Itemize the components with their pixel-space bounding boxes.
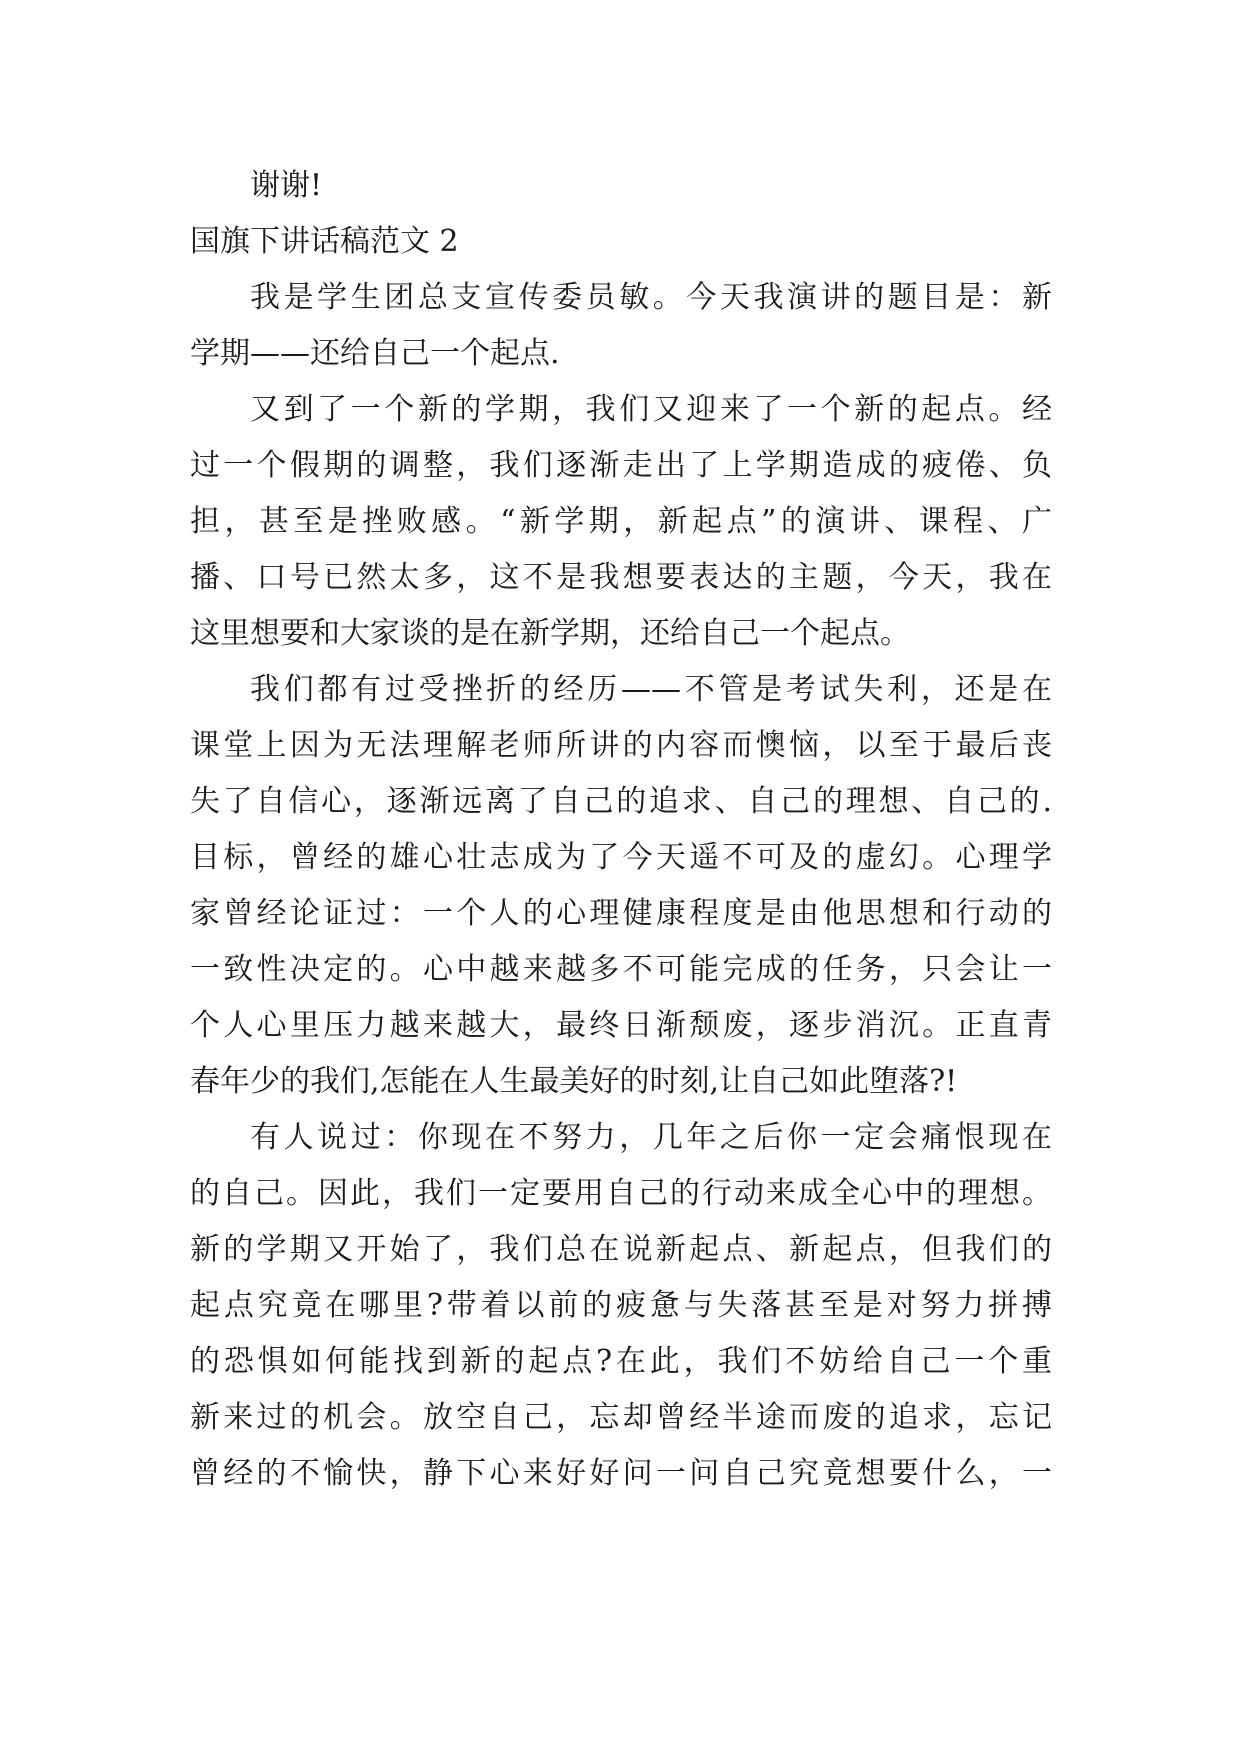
paragraph-line: 新的学期又开始了，我们总在说新起点、新起点，但我们的 (190, 1232, 1052, 1267)
paragraph-line: 一致性决定的。心中越来越多不可能完成的任务，只会让一 (190, 952, 1052, 987)
paragraph-line: 新来过的机会。放空自己，忘却曾经半途而废的追求，忘记 (190, 1400, 1052, 1435)
paragraph-line: 播、口号已然太多，这不是我想要表达的主题，今天，我在 (190, 560, 1052, 595)
paragraph-line: 家曾经论证过：一个人的心理健康程度是由他思想和行动的 (190, 896, 1052, 931)
paragraph-line: 起点究竟在哪里?带着以前的疲惫与失落甚至是对努力拼搏 (190, 1288, 1052, 1323)
section-heading: 国旗下讲话稿范文 2 (190, 224, 459, 259)
paragraph-line: 目标，曾经的雄心壮志成为了今天遥不可及的虚幻。心理学 (190, 840, 1052, 875)
paragraph-line: 又到了一个新的学期，我们又迎来了一个新的起点。经 (250, 392, 1052, 427)
paragraph-line: 我是学生团总支宣传委员敏。今天我演讲的题目是：新 (250, 280, 1052, 315)
closing-line: 谢谢! (250, 168, 323, 203)
paragraph-line: 我们都有过受挫折的经历——不管是考试失利，还是在 (250, 672, 1052, 707)
paragraph-line: 的自己。因此，我们一定要用自己的行动来成全心中的理想。 (190, 1176, 1052, 1211)
paragraph-line: 个人心里压力越来越大，最终日渐颓废，逐步消沉。正直青 (190, 1008, 1052, 1043)
paragraph-line: 失了自信心，逐渐远离了自己的追求、自己的理想、自己的. (190, 784, 1052, 819)
paragraph-line: 课堂上因为无法理解老师所讲的内容而懊恼，以至于最后丧 (190, 728, 1052, 763)
paragraph-line: 春年少的我们,怎能在人生最美好的时刻,让自己如此堕落?! (190, 1064, 958, 1099)
paragraph-line: 学期——还给自己一个起点. (190, 336, 560, 371)
paragraph-line: 的恐惧如何能找到新的起点?在此，我们不妨给自己一个重 (190, 1344, 1052, 1379)
paragraph-line: 有人说过：你现在不努力，几年之后你一定会痛恨现在 (250, 1120, 1052, 1155)
paragraph-line: 曾经的不愉快，静下心来好好问一问自己究竟想要什么，一 (190, 1456, 1052, 1491)
paragraph-line: 担，甚至是挫败感。“新学期，新起点”的演讲、课程、广 (190, 504, 1052, 539)
paragraph-line: 这里想要和大家谈的是在新学期，还给自己一个起点。 (190, 616, 910, 651)
paragraph-line: 过一个假期的调整，我们逐渐走出了上学期造成的疲倦、负 (190, 448, 1052, 483)
